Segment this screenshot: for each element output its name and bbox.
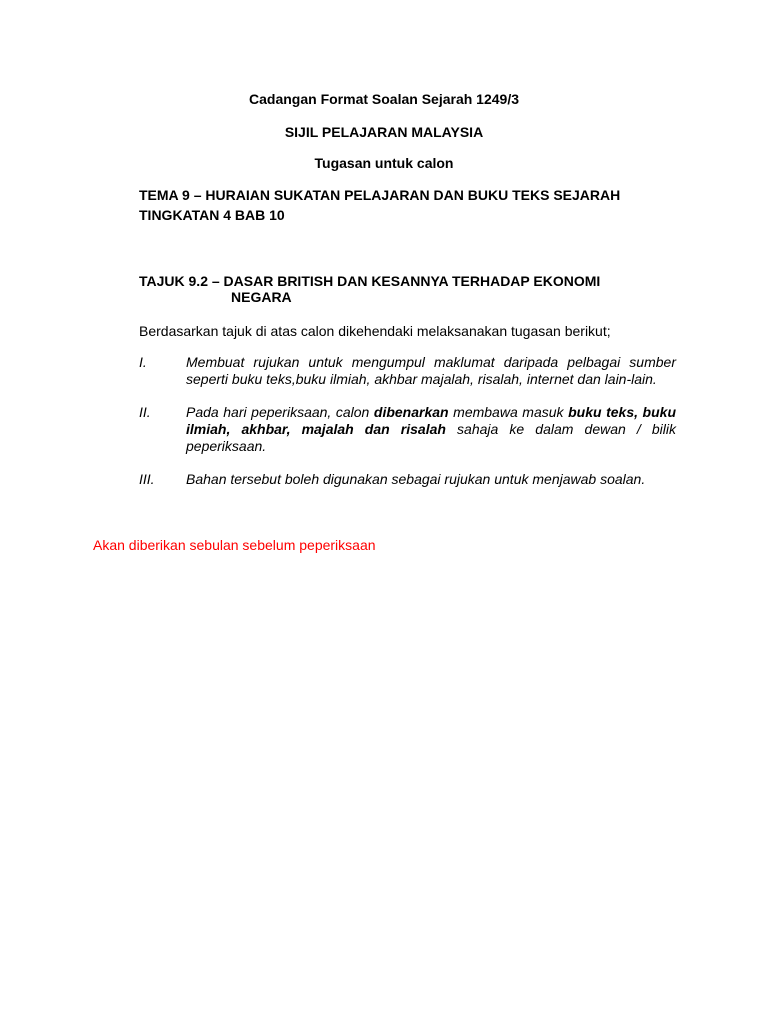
- instruction-intro: Berdasarkan tajuk di atas calon dikehendaki melaksanakan tugasan berikut;: [139, 323, 611, 339]
- list-item-text: Bahan tersebut boleh digunakan sebagai rujukan untuk menjawab soalan.: [186, 471, 646, 487]
- task-heading: Tugasan untuk calon: [314, 155, 454, 171]
- item-text-part: membawa masuk: [448, 404, 569, 420]
- item-bold-text: buku teks, buku ilmiah, akhbar, majalah dan risalah: [186, 404, 676, 437]
- item-text-part: sahaja ke dalam dewan / bilik peperiksaan.: [186, 421, 676, 454]
- tema-heading-line2: TINGKATAN 4 BAB 10: [139, 207, 285, 223]
- tajuk-heading-line2: NEGARA: [231, 289, 292, 305]
- tajuk-heading-line1: TAJUK 9.2 – DASAR BRITISH DAN KESANNYA TERHADAP EKONOMI: [139, 273, 601, 289]
- list-item-number: I.: [139, 354, 147, 370]
- item-text-part: Pada hari peperiksaan, calon: [186, 404, 374, 420]
- document-title: Cadangan Format Soalan Sejarah 1249/3: [249, 91, 519, 107]
- list-item-number: III.: [139, 471, 155, 487]
- item-bold-text: dibenarkan: [373, 404, 449, 420]
- list-item-text: [186, 404, 676, 455]
- list-item-text: Membuat rujukan untuk mengumpul maklumat daripada pelbagai sumber seperti buku teks,buku ilmiah, akhbar majalah, risalah, internet dan lain-lain.: [186, 354, 676, 387]
- exam-name: SIJIL PELAJARAN MALAYSIA: [284, 124, 484, 140]
- list-item-number: II.: [139, 404, 151, 420]
- tema-heading-line1: TEMA 9 – HURAIAN SUKATAN PELAJARAN DAN BUKU TEKS SEJARAH: [139, 187, 621, 203]
- red-note: Akan diberikan sebulan sebelum peperiksaan: [93, 537, 376, 553]
